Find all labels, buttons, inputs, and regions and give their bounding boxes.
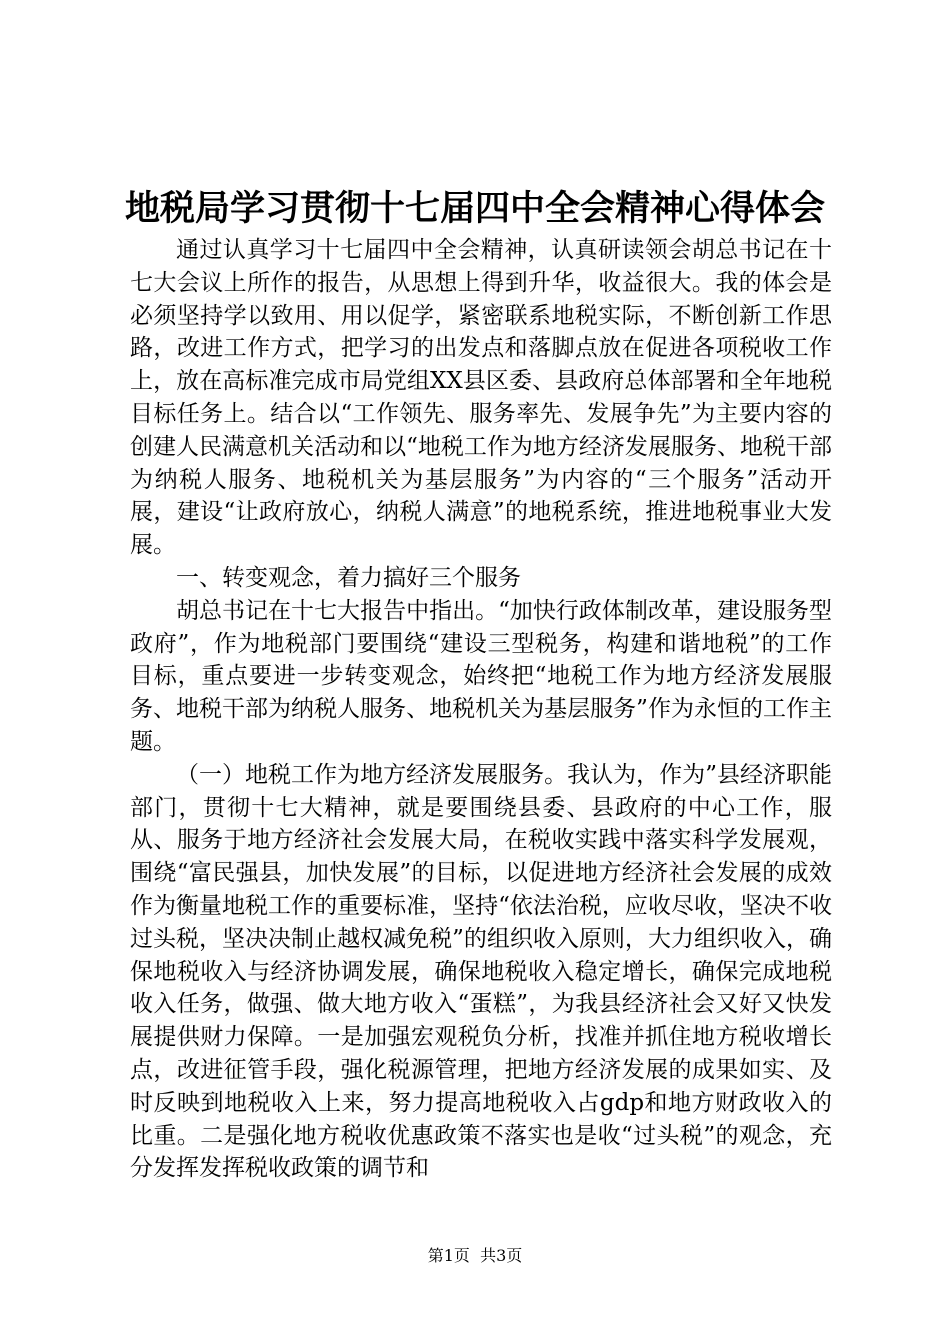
- section-heading-1: 一、转变观念，着力搞好三个服务: [176, 564, 521, 591]
- page-number-label: 第1页 共3页: [427, 1246, 523, 1265]
- page-footer: [0, 1245, 950, 1267]
- paragraph-intro: 通过认真学习十七届四中全会精神，认真研读领会胡总书记在十七大会议上所作的报告，从思想上得到升华，收益很大。我的体会是必须坚持学以致用、用以促学，紧密联系地税实际，不断创新工作思路，改进工作方式，把学习的出发点和落脚点放在促进各项税收工作上，放在高标准完成市局党组XX县区委、县政府总体部署和全年地税目标任务上。结合以“工作领先、服务率先、发展争先”为主要内容的创建人民满意机关活动和以“地税工作为地方经济发展服务、地税干部为纳税人服务、地税机关为基层服务”为内容的“三个服务”活动开展，建设“让政府放心，纳税人满意”的地税系统，推进地税事业大发展。: [130, 237, 832, 559]
- paragraph-section-1: 胡总书记在十七大报告中指出。“加快行政体制改革，建设服务型政府”，作为地税部门要围绕“建设三型税务，构建和谐地税”的工作目标，重点要进一步转变观念，始终把“地税工作为地方经济发展服务、地税干部为纳税人服务、地税机关为基层服务”作为永恒的工作主题。: [130, 597, 832, 755]
- document-title: 地税局学习贯彻十七届四中全会精神心得体会: [124, 188, 825, 229]
- document-body: [130, 234, 832, 1185]
- paragraph-subsection-1: （一）地税工作为地方经济发展服务。我认为，作为”县经济职能部门，贯彻十七大精神，就是要围绕县委、县政府的中心工作，服从、服务于地方经济社会发展大局，在税收实践中落实科学发展观，围绕“富民强县，加快发展”的目标，以促进地方经济社会发展的成效作为衡量地税工作的重要标准，坚持“依法治税，应收尽收，坚决不收过头税，坚决决制止越权减免税”的组织收入原则，大力组织收入，确保地税收入与经济协调发展，确保地税收入稳定增长，确保完成地税收入任务，做强、做大地方收入“蛋糕”，为我县经济社会又好又快发展提供财力保障。一是加强宏观税负分析，找准并抓住地方税收增长点，改进征管手段，强化税源管理，把地方经济发展的成果如实、及时反映到地税收入上来，努力提高地税收入占gdp和地方财政收入的比重。二是强化地方税收优惠政策不落实也是收“过头税”的观念，充分发挥发挥税收政策的调节和: [130, 761, 832, 1182]
